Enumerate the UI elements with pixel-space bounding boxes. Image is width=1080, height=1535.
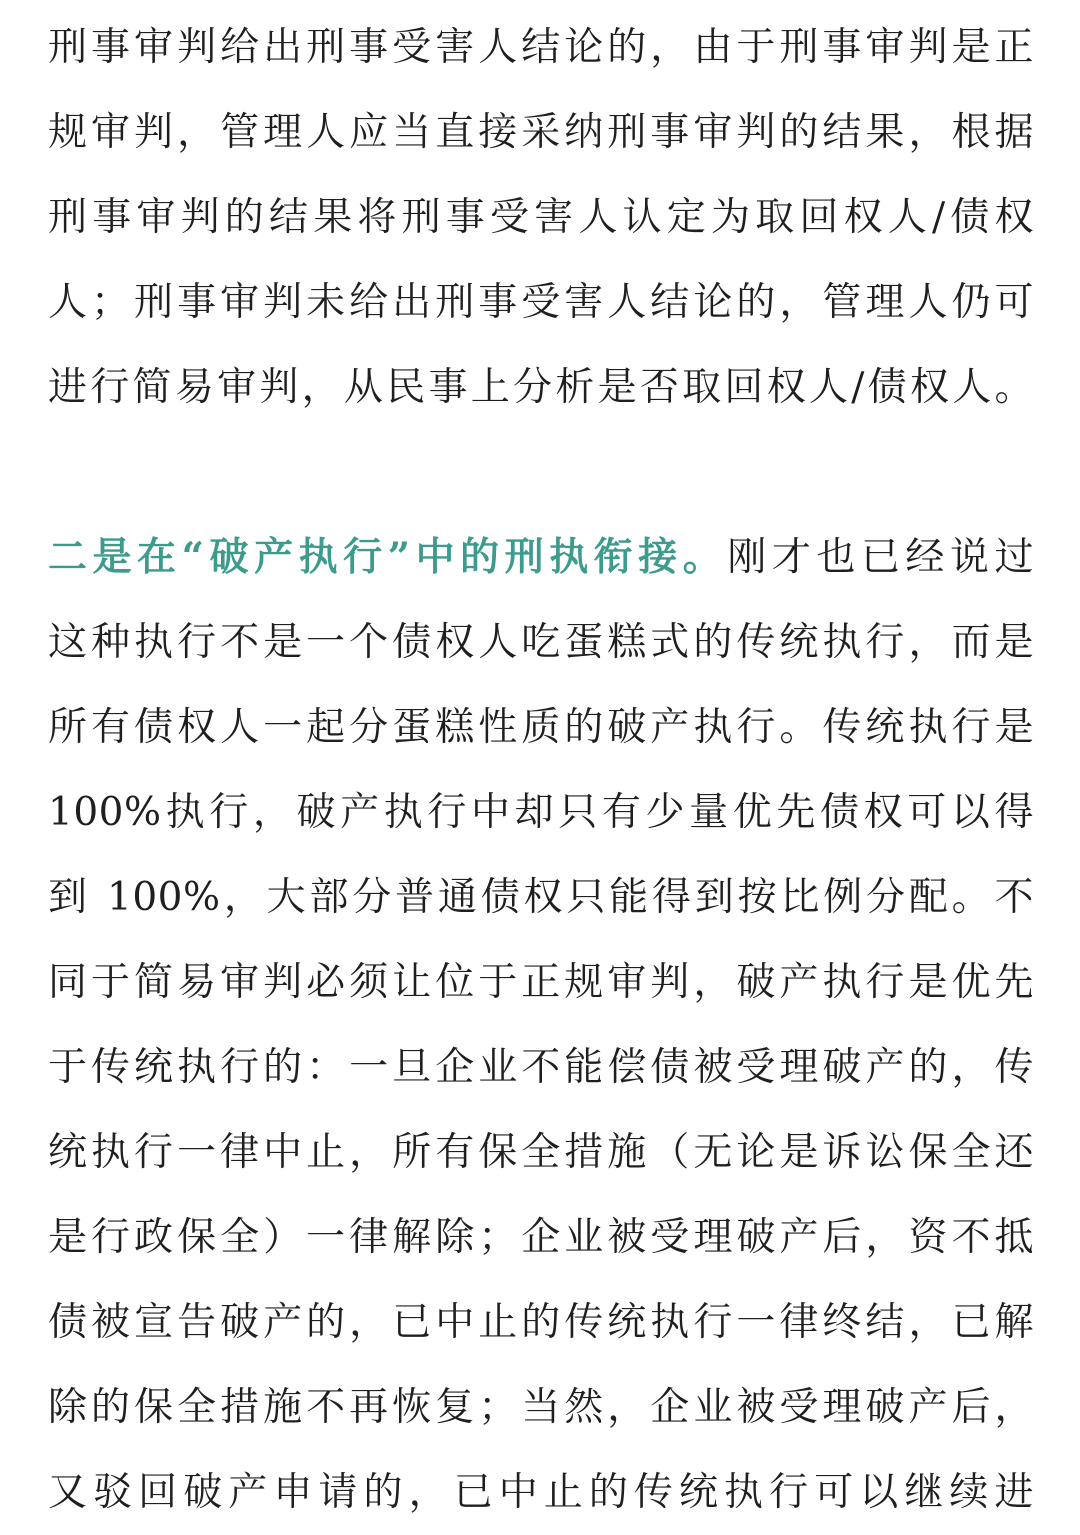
text-line: 统执行一律中止，所有保全措施（无论是诉讼保全还 bbox=[48, 1130, 1034, 1175]
text-line: 刑事审判给出刑事受害人结论的，由于刑事审判是正 bbox=[48, 25, 1034, 70]
text-fragment: 刚才也已经说过 bbox=[727, 535, 1034, 580]
text-line: 又驳回破产申请的，已中止的传统执行可以继续进 bbox=[48, 1470, 1034, 1515]
text-line: 刑事审判的结果将刑事受害人认定为取回权人/债权 bbox=[48, 195, 1034, 240]
text-line: 除的保全措施不再恢复；当然，企业被受理破产后， bbox=[48, 1385, 1034, 1430]
article-body bbox=[48, 0, 1034, 1535]
text-line: 100%执行，破产执行中却只有少量优先债权可以得 bbox=[48, 790, 1034, 835]
text-line: 规审判，管理人应当直接采纳刑事审判的结果，根据 bbox=[48, 110, 1034, 155]
text-line: 这种执行不是一个债权人吃蛋糕式的传统执行，而是 bbox=[48, 620, 1034, 665]
paragraph-bankruptcy-execution bbox=[48, 515, 1034, 1535]
text-line: 于传统执行的：一旦企业不能偿债被受理破产的，传 bbox=[48, 1045, 1034, 1090]
text-line: 债被宣告破产的，已中止的传统执行一律终结，已解 bbox=[48, 1300, 1034, 1345]
text-line: 是行政保全）一律解除；企业被受理破产后，资不抵 bbox=[48, 1215, 1034, 1260]
text-line: 所有债权人一起分蛋糕性质的破产执行。传统执行是 bbox=[48, 705, 1034, 750]
text-line: 同于简易审判必须让位于正规审判，破产执行是优先 bbox=[48, 960, 1034, 1005]
text-line: 进行简易审判，从民事上分析是否取回权人/债权人。 bbox=[48, 365, 1034, 410]
text-line: 人；刑事审判未给出刑事受害人结论的，管理人仍可 bbox=[48, 280, 1034, 325]
text-line bbox=[48, 515, 1034, 600]
paragraph-criminal-trial bbox=[48, 5, 1034, 430]
section-lead-heading: 二是在“破产执行”中的刑执衔接。 bbox=[48, 534, 728, 580]
text-line: 到 100%，大部分普通债权只能得到按比例分配。不 bbox=[48, 875, 1034, 920]
